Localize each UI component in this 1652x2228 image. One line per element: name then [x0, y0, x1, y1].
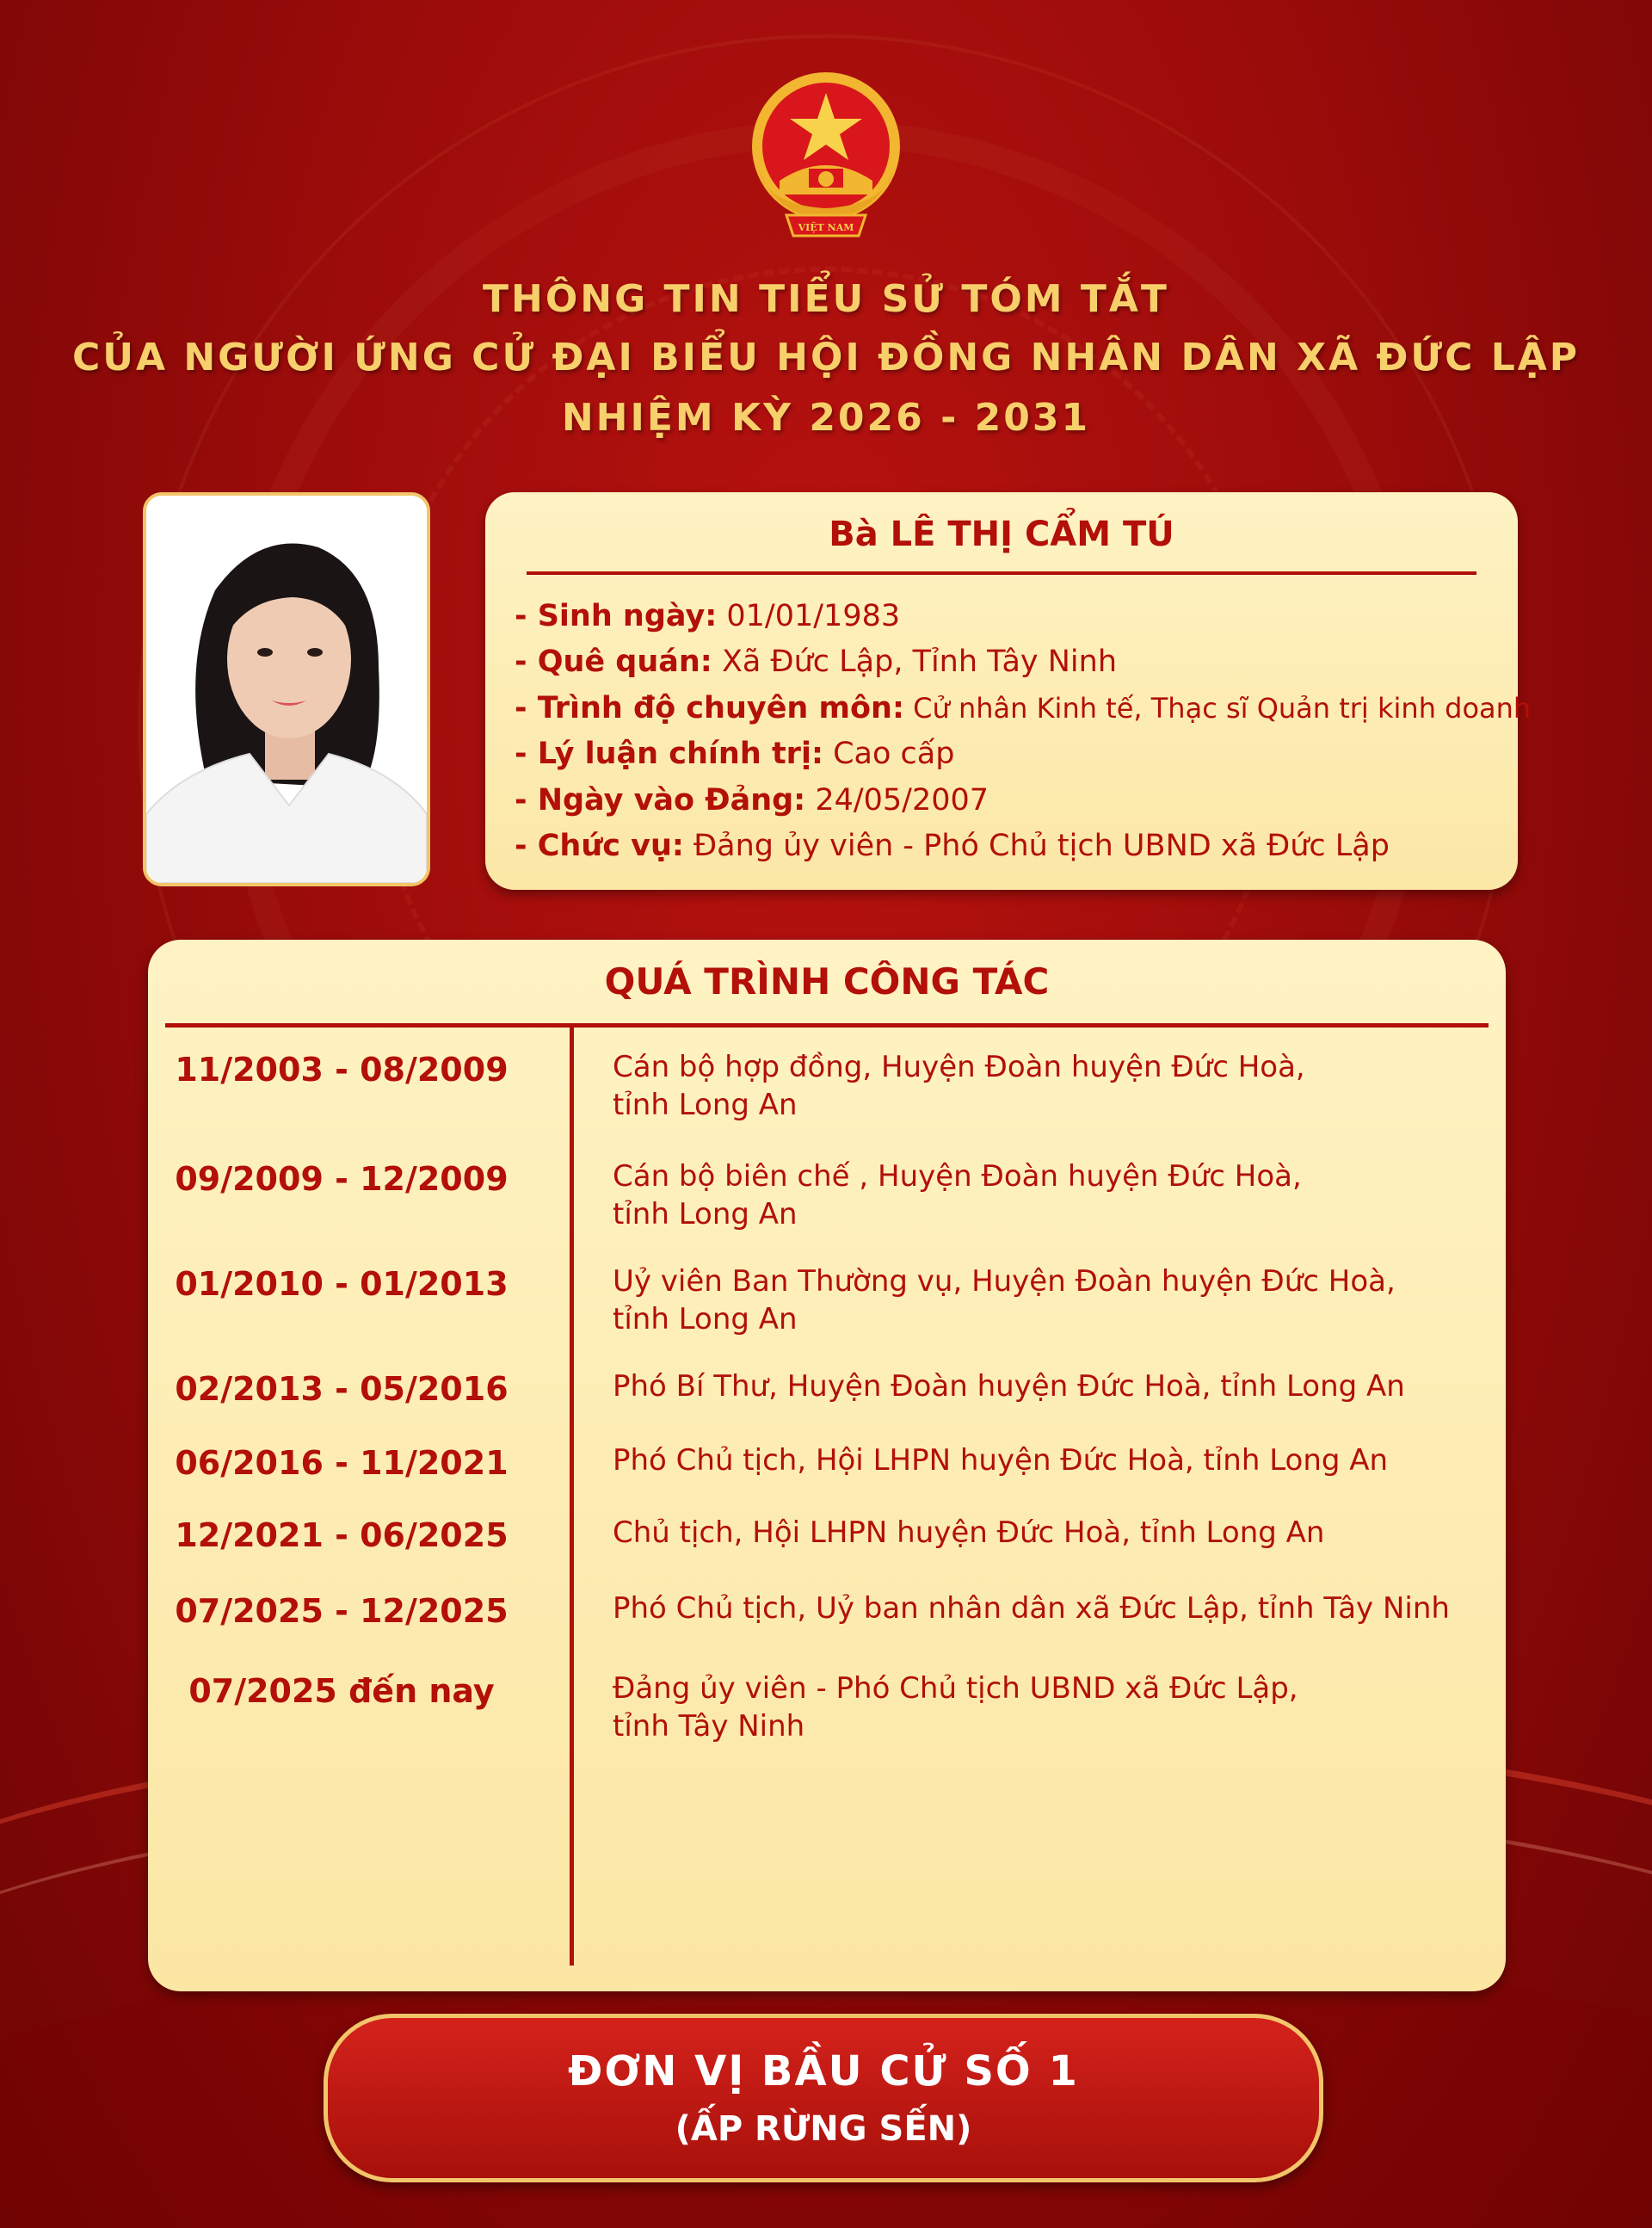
- career-period: 11/2003 - 08/2009: [175, 1051, 509, 1089]
- electoral-unit-number: ĐƠN VỊ BẦU CỬ SỐ 1: [568, 2047, 1079, 2095]
- field-hometown: - Quê quán: Xã Đức Lập, Tỉnh Tây Ninh: [515, 645, 1118, 680]
- portrait-photo: [143, 492, 430, 886]
- national-emblem-icon: [733, 67, 919, 239]
- career-description: Phó Bí Thư, Huyện Đoàn huyện Đức Hoà, tỉnh Long An: [613, 1369, 1405, 1404]
- career-period: 01/2010 - 01/2013: [175, 1265, 509, 1303]
- candidate-name: Bà LÊ THỊ CẨM TÚ: [829, 515, 1174, 554]
- field-education: - Trình độ chuyên môn: Cử nhân Kinh tế, Thạc sĩ Quản trị kinh doanh: [515, 690, 1532, 725]
- career-description: Phó Chủ tịch, Uỷ ban nhân dân xã Đức Lập, tỉnh Tây Ninh: [613, 1591, 1450, 1626]
- profile-fields: [515, 594, 1531, 869]
- emblem-ribbon-text: VIỆT NAM: [798, 222, 854, 233]
- header-line-3: NHIỆM KỲ 2026 - 2031: [561, 396, 1091, 440]
- profile-card: [485, 492, 1532, 890]
- header-line-2: CỦA NGƯỜI ỨNG CỬ ĐẠI BIỂU HỘI ĐỒNG NHÂN DÂN XÃ ĐỨC LẬP: [71, 336, 1581, 380]
- career-description: Đảng ủy viên - Phó Chủ tịch UBND xã Đức Lập, tỉnh Tây Ninh: [613, 1671, 1298, 1744]
- divider: [527, 571, 1476, 575]
- column-divider: [570, 1028, 574, 1966]
- header-line-1: THÔNG TIN TIỂU SỬ TÓM TẮT: [483, 277, 1169, 321]
- career-title: QUÁ TRÌNH CÔNG TÁC: [604, 960, 1050, 1003]
- career-card: [148, 940, 1506, 1991]
- portrait-illustration: [146, 496, 427, 883]
- career-period: 06/2016 - 11/2021: [175, 1444, 509, 1482]
- field-birth-date: - Sinh ngày: 01/01/1983: [515, 599, 901, 633]
- career-description: Uỷ viên Ban Thường vụ, Huyện Đoàn huyện Đức Hoà, tỉnh Long An: [613, 1264, 1396, 1336]
- career-description: Cán bộ biên chế , Huyện Đoàn huyện Đức Hoà, tỉnh Long An: [613, 1159, 1302, 1231]
- field-political-theory: - Lý luận chính trị: Cao cấp: [515, 737, 955, 772]
- electoral-unit-area: (ẤP RỪNG SẾN): [675, 2109, 972, 2149]
- career-period: 12/2021 - 06/2025: [175, 1516, 509, 1554]
- career-period: 07/2025 - 12/2025: [175, 1592, 509, 1630]
- career-description: Phó Chủ tịch, Hội LHPN huyện Đức Hoà, tỉnh Long An: [613, 1443, 1389, 1478]
- field-party-join-date: - Ngày vào Đảng: 24/05/2007: [515, 782, 989, 818]
- career-description: Chủ tịch, Hội LHPN huyện Đức Hoà, tỉnh Long An: [613, 1515, 1325, 1550]
- career-description: Cán bộ hợp đồng, Huyện Đoàn huyện Đức Hoà, tỉnh Long An: [613, 1050, 1305, 1122]
- career-period: 09/2009 - 12/2009: [175, 1160, 509, 1198]
- field-position: - Chức vụ: Đảng ủy viên - Phó Chủ tịch UBND xã Đức Lập: [515, 828, 1390, 863]
- career-period: 02/2013 - 05/2016: [175, 1370, 509, 1408]
- career-period: 07/2025 đến nay: [188, 1672, 495, 1710]
- electoral-unit-banner: [324, 2014, 1323, 2182]
- divider: [165, 1023, 1489, 1028]
